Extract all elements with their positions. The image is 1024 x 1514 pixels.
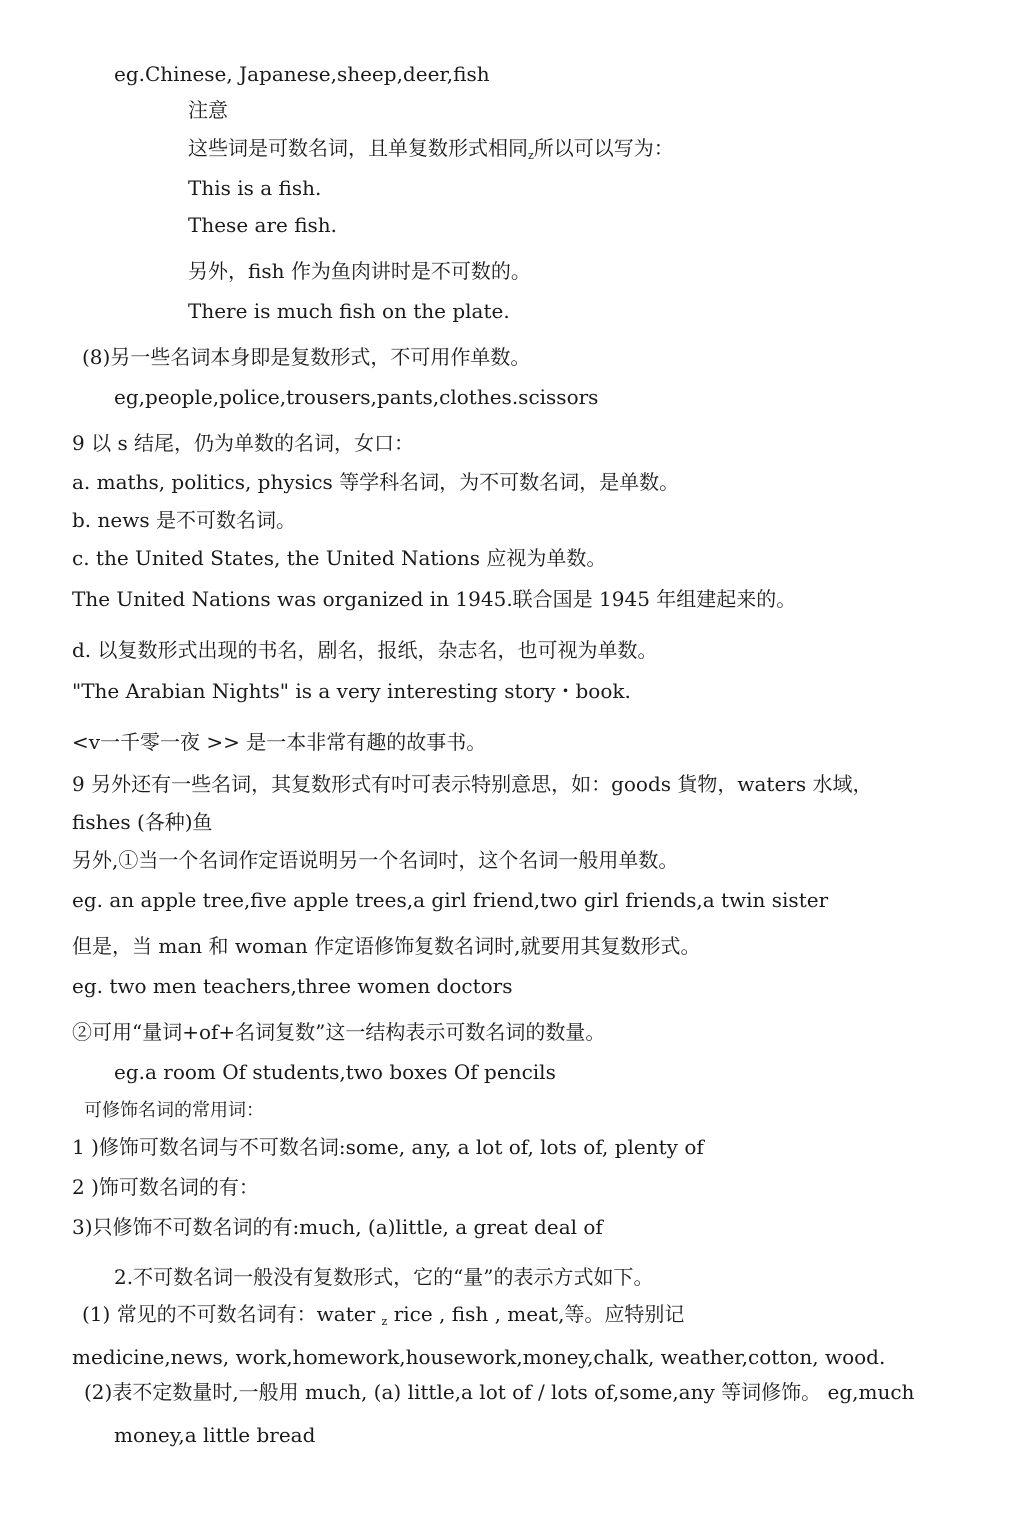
line-26: 可修饰名词的常用词：: [84, 1100, 264, 1121]
line-13: c. the United States, the United Nations 应视为单数。: [72, 546, 607, 570]
line-33: (2)表不定数量时,一般用 much, (a) little,a lot of / lots of,some,any 等词修饰。 eg,much: [84, 1380, 915, 1404]
line-2: 注意: [188, 98, 228, 122]
line-6: 另外，fish 作为鱼肉讲时是不可数的。: [188, 259, 531, 283]
line-24: ②可用“量词+of+名词复数”这一结构表示可数名词的数量。: [72, 1020, 606, 1044]
line-8: (8)另一些名词本身即是复数形式，不可用作单数。: [82, 345, 531, 369]
line-3-subscript: z: [528, 149, 534, 162]
line-11: a. maths, politics, physics 等学科名词，为不可数名词，是单数。: [72, 470, 680, 494]
line-31-part-1: (1) 常见的不可数名词有：water: [82, 1302, 376, 1326]
line-22: 但是，当 man 和 woman 作定语修饰复数名词时,就要用其复数形式。: [72, 934, 701, 958]
line-20: 另外,①当一个名词作定语说明另一个名词吋，这个名词一般用单数。: [72, 848, 679, 872]
line-25: eg.a room Of students,two boxes Of pencils: [114, 1060, 556, 1084]
line-31: [82, 1300, 684, 1336]
line-9: eg,people,police,trousers,pants,clothes.scissors: [114, 385, 599, 409]
line-3-part-2: 所以可以写为：: [533, 136, 674, 160]
line-15: d. 以复数形式出现的书名，剧名，报纸，杂志名，也可视为单数。: [72, 638, 658, 662]
line-29: 3)只修饰不可数名词的有:much, (a)little, a great deal of: [72, 1215, 603, 1239]
line-10: 9 以 s 结尾，仍为单数的名词，女口：: [72, 431, 415, 455]
line-14: The United Nations was organized in 1945.联合国是 1945 年组建起来的。: [72, 587, 797, 611]
line-5: These are fish.: [188, 213, 338, 237]
line-31-part-2: rice , fish , meat,等。应特别记: [393, 1302, 685, 1326]
line-28: 2 )饰可数名词的有：: [72, 1175, 259, 1199]
line-16: "The Arabian Nights" is a very interesting story・book.: [72, 679, 631, 703]
line-12: b. news 是不可数名词。: [72, 508, 296, 532]
line-1: eg.Chinese, Japanese,sheep,deer,fish: [114, 62, 490, 86]
line-31-subscript: z: [381, 1315, 388, 1328]
line-19: fishes (各种)鱼: [72, 810, 213, 834]
line-3-part-1: 这些词是可数名词，且单复数形式相同: [188, 136, 528, 160]
line-17: <v一千零一夜 >> 是一本非常有趣的故事书。: [72, 730, 487, 754]
line-18: 9 另外还有一些名词，其复数形式有吋可表示特别意思，如：goods 貨物，waters 水域，: [72, 772, 873, 796]
line-30: 2.不可数名词一般没有复数形式，它的“量”的表示方式如下。: [114, 1265, 654, 1289]
line-7: There is much fish on the plate.: [188, 299, 510, 323]
line-4: This is a fish.: [188, 176, 322, 200]
line-3: [188, 134, 674, 170]
line-27: 1 )修饰可数名词与不可数名词:some, any, a lot of, lots of, plenty of: [72, 1135, 704, 1159]
line-23: eg. two men teachers,three women doctors: [72, 974, 513, 998]
line-34: money,a little bread: [114, 1423, 316, 1447]
line-32: medicine,news, work,homework,housework,money,chalk, weather,cotton, wood.: [72, 1345, 886, 1369]
line-21: eg. an apple tree,five apple trees,a girl friend,two girl friends,a twin sister: [72, 888, 829, 912]
